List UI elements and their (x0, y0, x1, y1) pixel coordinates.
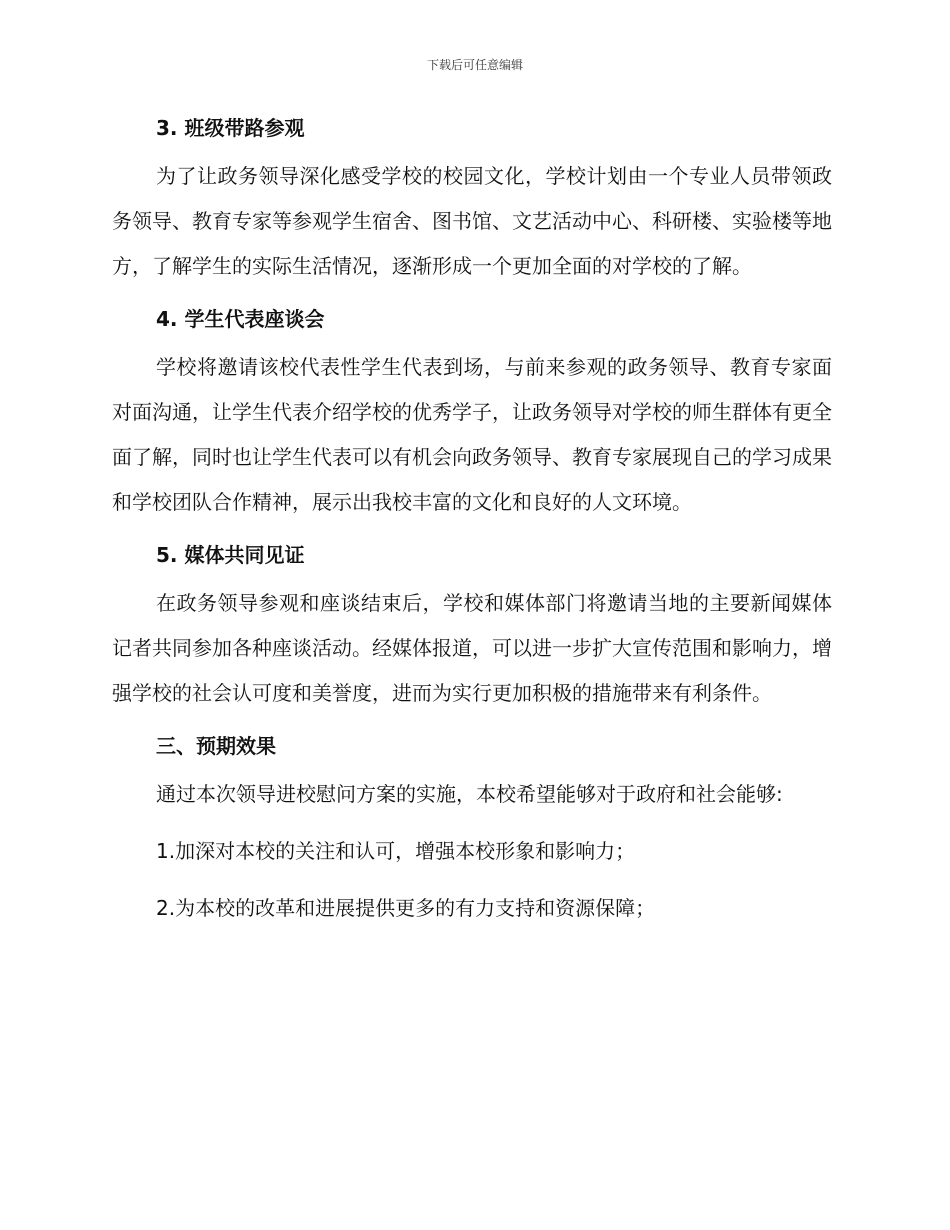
expected-effects-heading: 三、预期效果 (156, 734, 276, 758)
expected-effects-item-2: 2.为本校的改革和进展提供更多的有力支持和资源保障； (156, 896, 656, 920)
section-heading-3: 3. 班级带路参观 (156, 116, 305, 140)
section-heading-5: 5. 媒体共同见证 (156, 543, 305, 567)
section-body-3: 为了让政务领导深化感受学校的校园文化，学校计划由一个专业人员带领政务领导、教育专家等参观学生宿舍、图书馆、文艺活动中心、科研楼、实验楼等地方，了解学生的实际生活情况，逐渐形成一个更加全面的对学校的了解。 (112, 164, 832, 278)
header-note: 下载后可任意编辑 (426, 58, 523, 72)
section-body-4: 学校将邀请该校代表性学生代表到场，与前来参观的政务领导、教育专家面对面沟通，让学生代表介绍学校的优秀学子，让政务领导对学校的师生群体有更全面了解，同时也让学生代表可以有机会向政务领导、教育专家展现自己的学习成果和学校团队合作精神，展示出我校丰富的文化和良好的人文环境。 (112, 355, 832, 514)
document-content (112, 112, 832, 931)
section-body-5: 在政务领导参观和座谈结束后，学校和媒体部门将邀请当地的主要新闻媒体记者共同参加各种座谈活动。经媒体报道，可以进一步扩大宣传范围和影响力，增强学校的社会认可度和美誉度，进而为实行更加积极的措施带来有利条件。 (112, 591, 832, 705)
expected-effects-item-1: 1.加深对本校的关注和认可，增强本校形象和影响力； (156, 839, 636, 863)
expected-effects-intro: 通过本次领导进校慰问方案的实施，本校希望能够对于政府和社会能够: (156, 782, 783, 806)
section-heading-4: 4. 学生代表座谈会 (156, 307, 325, 331)
